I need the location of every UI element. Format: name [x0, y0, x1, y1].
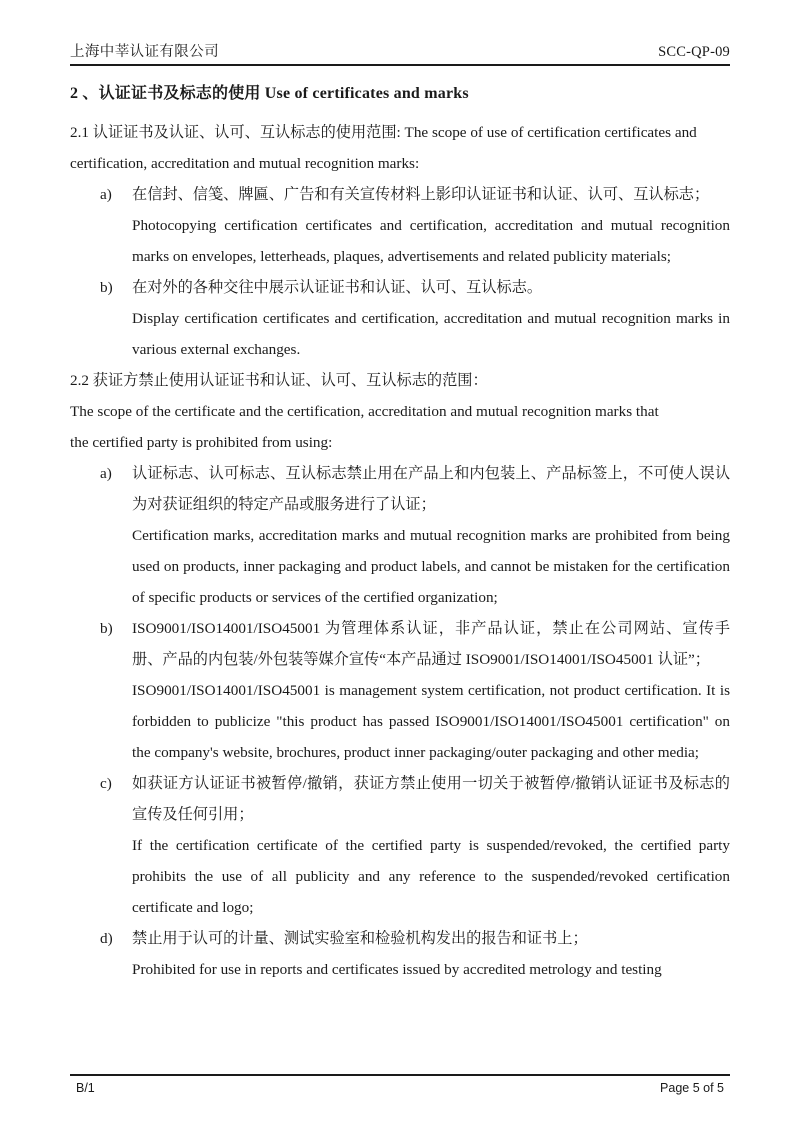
- list-item: [70, 768, 730, 923]
- list-item-english: Certification marks, accreditation marks and mutual recognition marks are prohibited from being used on products, inner packaging and product labels, and cannot be mistaken for the certification of specific products or services of the certified organization;: [132, 527, 730, 607]
- section-2-1: [70, 117, 730, 365]
- section-2-2: [70, 365, 730, 985]
- section-2-2-heading-english-line-1: The scope of the certificate and the certification, accreditation and mutual recognition marks that: [70, 403, 659, 421]
- footer-page-number: Page 5 of 5: [660, 1081, 724, 1095]
- list-item-chinese: 在对外的各种交往中展示认证证书和认证、认可、互认标志。: [132, 279, 543, 297]
- list-item-english: If the certification certificate of the certified party is suspended/revoked, the certified party prohibits the use of all publicity and any reference to the suspended/revoked certification certificate and logo;: [132, 837, 730, 917]
- list-item-english: Prohibited for use in reports and certificates issued by accredited metrology and testing: [132, 961, 662, 979]
- list-marker: d): [100, 930, 113, 948]
- header-document-code: SCC-QP-09: [658, 44, 730, 60]
- list-marker: c): [100, 775, 112, 793]
- footer-revision: B/1: [76, 1081, 95, 1095]
- list-item: [70, 613, 730, 768]
- list-marker: a): [100, 186, 112, 204]
- list-item-chinese: 在信封、信笺、牌匾、广告和有关宣传材料上影印认证证书和认证、认可、互认标志；: [132, 186, 710, 204]
- list-marker: b): [100, 279, 113, 297]
- list-item-chinese: 认证标志、认可标志、互认标志禁止用在产品上和内包装上、产品标签上，不可使人误认为对获证组织的特定产品或服务进行了认证；: [132, 465, 730, 514]
- list-item-english: Display certification certificates and certification, accreditation and mutual recognition marks in various external exchanges.: [132, 310, 730, 359]
- list-item-chinese: 禁止用于认可的计量、测试实验室和检验机构发出的报告和证书上；: [132, 930, 588, 948]
- list-marker: a): [100, 465, 112, 483]
- section-2-1-intro-line-2: certification, accreditation and mutual recognition marks:: [70, 155, 420, 173]
- list-item-chinese: ISO9001/ISO14001/ISO45001 为管理体系认证，非产品认证，禁止在公司网站、宣传手册、产品的内包装/外包装等媒介宣传“本产品通过 ISO9001/ISO14001/ISO45001 认证”；: [132, 620, 730, 669]
- list-item: [70, 923, 730, 985]
- section-2-2-list: [70, 458, 730, 985]
- list-item: [70, 179, 730, 272]
- section-2-1-intro-line-1: 2.1 认证证书及认证、认可、互认标志的使用范围: The scope of use of certification certificates and: [70, 124, 697, 142]
- list-item: [70, 272, 730, 365]
- list-item-english: Photocopying certification certificates and certification, accreditation and mutual recognition marks on envelopes, letterheads, plaques, advertisements and related publicity materials;: [132, 217, 730, 266]
- document-body: [70, 66, 730, 985]
- page-footer: [70, 1074, 730, 1095]
- section-2-2-heading-chinese: 2.2 获证方禁止使用认证证书和认证、认可、互认标志的范围：: [70, 372, 488, 390]
- list-marker: b): [100, 620, 113, 638]
- list-item-chinese: 如获证方认证证书被暂停/撤销，获证方禁止使用一切关于被暂停/撤销认证证书及标志的宣传及任何引用；: [132, 775, 730, 824]
- page-title: 2 、认证证书及标志的使用 Use of certificates and marks: [70, 85, 469, 102]
- header-company-name: 上海中莘认证有限公司: [70, 44, 219, 60]
- page-header: [70, 0, 730, 66]
- section-2-2-heading-english-line-2: the certified party is prohibited from using:: [70, 434, 333, 452]
- list-item-english: ISO9001/ISO14001/ISO45001 is management system certification, not product certification. It is forbidden to publicize "this product has passed ISO9001/ISO14001/ISO45001 certification" on the company's website, brochures, product inner packaging/outer packaging and other media;: [132, 682, 730, 762]
- list-item: [70, 458, 730, 613]
- section-2-1-list: [70, 179, 730, 365]
